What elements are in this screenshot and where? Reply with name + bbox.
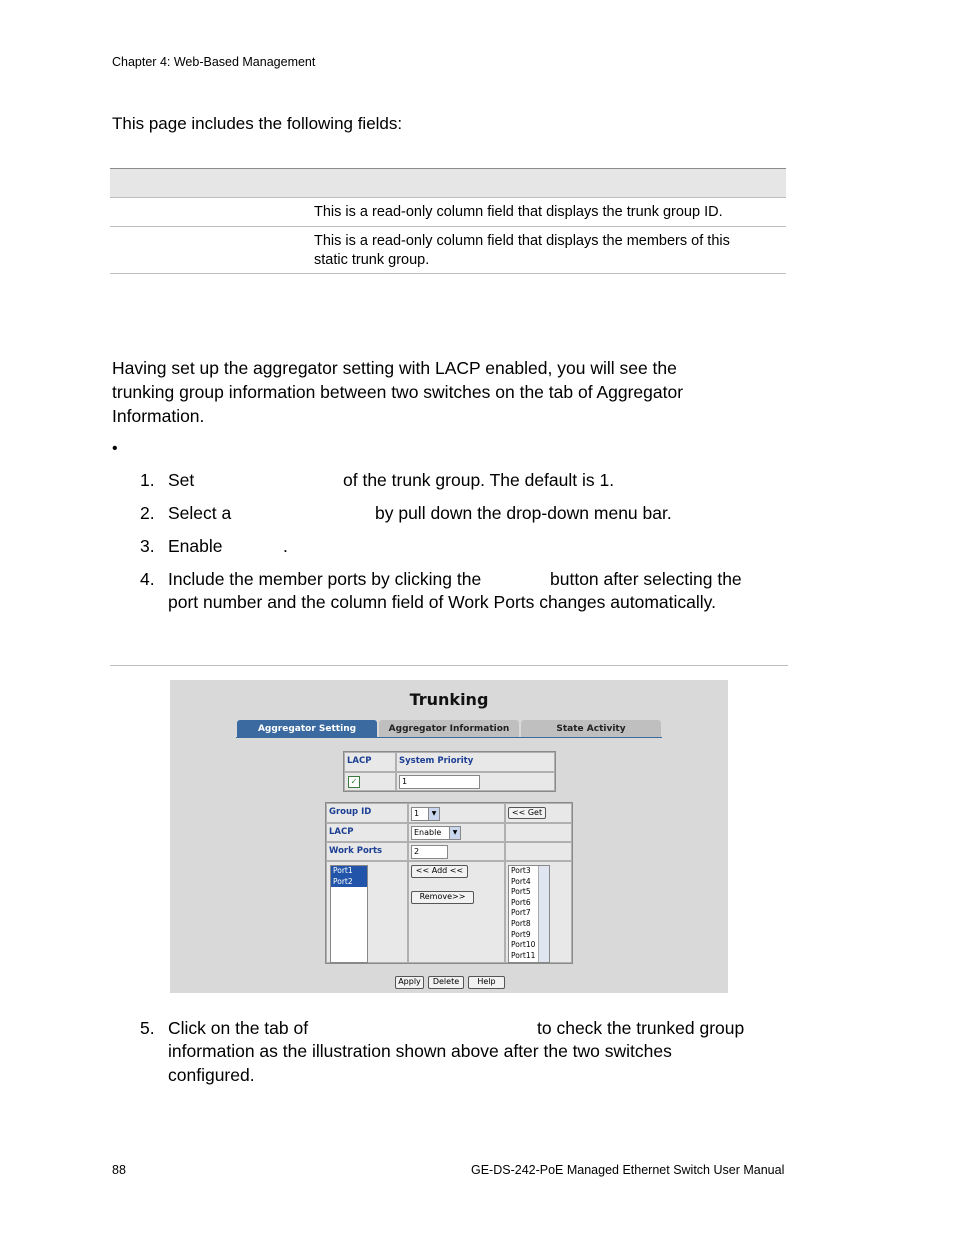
group-id-value: 1 bbox=[414, 809, 420, 818]
get-button[interactable]: << Get bbox=[508, 807, 546, 819]
work-ports-label-cell bbox=[326, 842, 408, 861]
lacp-value: Enable bbox=[414, 828, 442, 837]
add-button[interactable]: << Add << bbox=[411, 865, 468, 878]
step-text: of the trunk group. The default is 1. bbox=[343, 470, 615, 490]
body-paragraph bbox=[112, 356, 752, 428]
step-number: 1. bbox=[140, 470, 155, 490]
apply-button[interactable]: Apply bbox=[395, 976, 424, 989]
lacp-header-cell bbox=[344, 752, 396, 772]
member-ports-list[interactable] bbox=[330, 865, 368, 963]
row-group-id-description: This is a read-only column field that displays the trunk group ID. bbox=[314, 204, 723, 220]
table-bottom-rule bbox=[110, 273, 786, 274]
group-id-label-cell bbox=[326, 803, 408, 823]
list-item[interactable]: Port10 bbox=[511, 940, 536, 950]
add-remove-cell bbox=[408, 861, 505, 963]
step-text: Enable bbox=[168, 536, 223, 556]
step-text: . bbox=[283, 536, 288, 556]
step-text: by pull down the drop-down menu bar. bbox=[375, 503, 672, 523]
step-text: information as the illustration shown above after the two switches bbox=[168, 1041, 672, 1061]
paragraph-line: Having set up the aggregator setting with LACP enabled, you will see the bbox=[112, 358, 677, 378]
section-rule bbox=[110, 665, 788, 666]
lacp-label-cell bbox=[326, 823, 408, 842]
list-item[interactable]: Port11 bbox=[511, 950, 536, 960]
group-id-label: Group ID bbox=[329, 807, 372, 817]
work-ports-label: Work Ports bbox=[329, 846, 383, 856]
lacp-checkbox-cell bbox=[344, 772, 396, 791]
work-ports-value-cell bbox=[408, 842, 505, 861]
bullet-point: • bbox=[112, 440, 118, 457]
list-item[interactable]: Port4 bbox=[511, 876, 531, 886]
group-settings-table bbox=[325, 802, 573, 964]
list-item[interactable]: Port7 bbox=[511, 908, 531, 918]
help-button[interactable]: Help bbox=[468, 976, 505, 989]
empty-cell bbox=[505, 842, 572, 861]
table-divider bbox=[110, 197, 786, 198]
trunking-title: Trunking bbox=[409, 690, 489, 709]
work-ports-input[interactable]: 2 bbox=[411, 845, 448, 859]
step-text: Click on the tab of bbox=[168, 1018, 309, 1038]
group-id-select[interactable] bbox=[411, 807, 440, 821]
group-id-value-cell bbox=[408, 803, 505, 823]
manual-title: GE-DS-242-PoE Managed Ethernet Switch User Manual bbox=[471, 1163, 785, 1177]
lacp-header: LACP bbox=[347, 756, 372, 766]
lacp-checkbox[interactable]: ✓ bbox=[348, 776, 360, 788]
paragraph-line: trunking group information between two switches on the tab of Aggregator bbox=[112, 382, 684, 402]
step-text: port number and the column field of Work Ports changes automatically. bbox=[168, 592, 716, 612]
table-divider bbox=[110, 226, 786, 227]
step-number: 3. bbox=[140, 536, 155, 556]
step-number: 2. bbox=[140, 503, 155, 523]
lacp-label: LACP bbox=[329, 827, 354, 837]
step-text: button after selecting the bbox=[550, 569, 742, 589]
get-button-cell bbox=[505, 803, 572, 823]
list-item[interactable]: Port9 bbox=[511, 929, 531, 939]
lacp-value-cell bbox=[408, 823, 505, 842]
member-ports-cell bbox=[326, 861, 408, 963]
paragraph-line: Information. bbox=[112, 406, 205, 426]
tab-aggregator-information[interactable]: Aggregator Information bbox=[379, 720, 519, 738]
available-ports-cell bbox=[505, 861, 572, 963]
list-item[interactable]: Port5 bbox=[511, 887, 531, 897]
trunking-screenshot bbox=[170, 680, 728, 993]
step-number: 4. bbox=[140, 569, 155, 589]
scrollbar[interactable] bbox=[538, 866, 549, 962]
system-priority-cell bbox=[396, 772, 555, 791]
chevron-down-icon: ▼ bbox=[428, 808, 439, 820]
step-text: Set bbox=[168, 470, 195, 490]
lacp-priority-table bbox=[343, 751, 556, 792]
table-header-row bbox=[110, 169, 786, 197]
list-item[interactable]: Port1 bbox=[331, 866, 367, 877]
available-ports-list[interactable] bbox=[508, 865, 550, 963]
list-item[interactable]: Port6 bbox=[511, 897, 531, 907]
system-priority-header-cell bbox=[396, 752, 555, 772]
lacp-select[interactable] bbox=[411, 826, 461, 840]
delete-button[interactable]: Delete bbox=[428, 976, 464, 989]
chapter-header: Chapter 4: Web-Based Management bbox=[112, 55, 316, 69]
chevron-down-icon: ▼ bbox=[449, 827, 460, 839]
remove-button[interactable]: Remove>> bbox=[411, 891, 474, 904]
step-text: Select a bbox=[168, 503, 232, 523]
system-priority-input[interactable]: 1 bbox=[399, 775, 480, 789]
step-number: 5. bbox=[140, 1018, 155, 1038]
step-text: configured. bbox=[168, 1065, 255, 1085]
row-members-description-line2: static trunk group. bbox=[314, 252, 430, 268]
step-text: Include the member ports by clicking the bbox=[168, 569, 482, 589]
tab-aggregator-setting[interactable]: Aggregator Setting bbox=[237, 720, 377, 738]
list-item[interactable]: Port2 bbox=[331, 877, 367, 888]
intro-text: This page includes the following fields: bbox=[112, 114, 403, 133]
step-text: to check the trunked group bbox=[537, 1018, 745, 1038]
system-priority-header: System Priority bbox=[399, 756, 474, 766]
list-item[interactable]: Port8 bbox=[511, 918, 531, 928]
empty-cell bbox=[505, 823, 572, 842]
list-item[interactable]: Port3 bbox=[511, 866, 531, 875]
row-members-description-line1: This is a read-only column field that displays the members of this bbox=[314, 233, 730, 249]
tab-state-activity[interactable]: State Activity bbox=[521, 720, 661, 738]
page-number: 88 bbox=[112, 1163, 126, 1177]
tab-underline bbox=[236, 737, 662, 738]
